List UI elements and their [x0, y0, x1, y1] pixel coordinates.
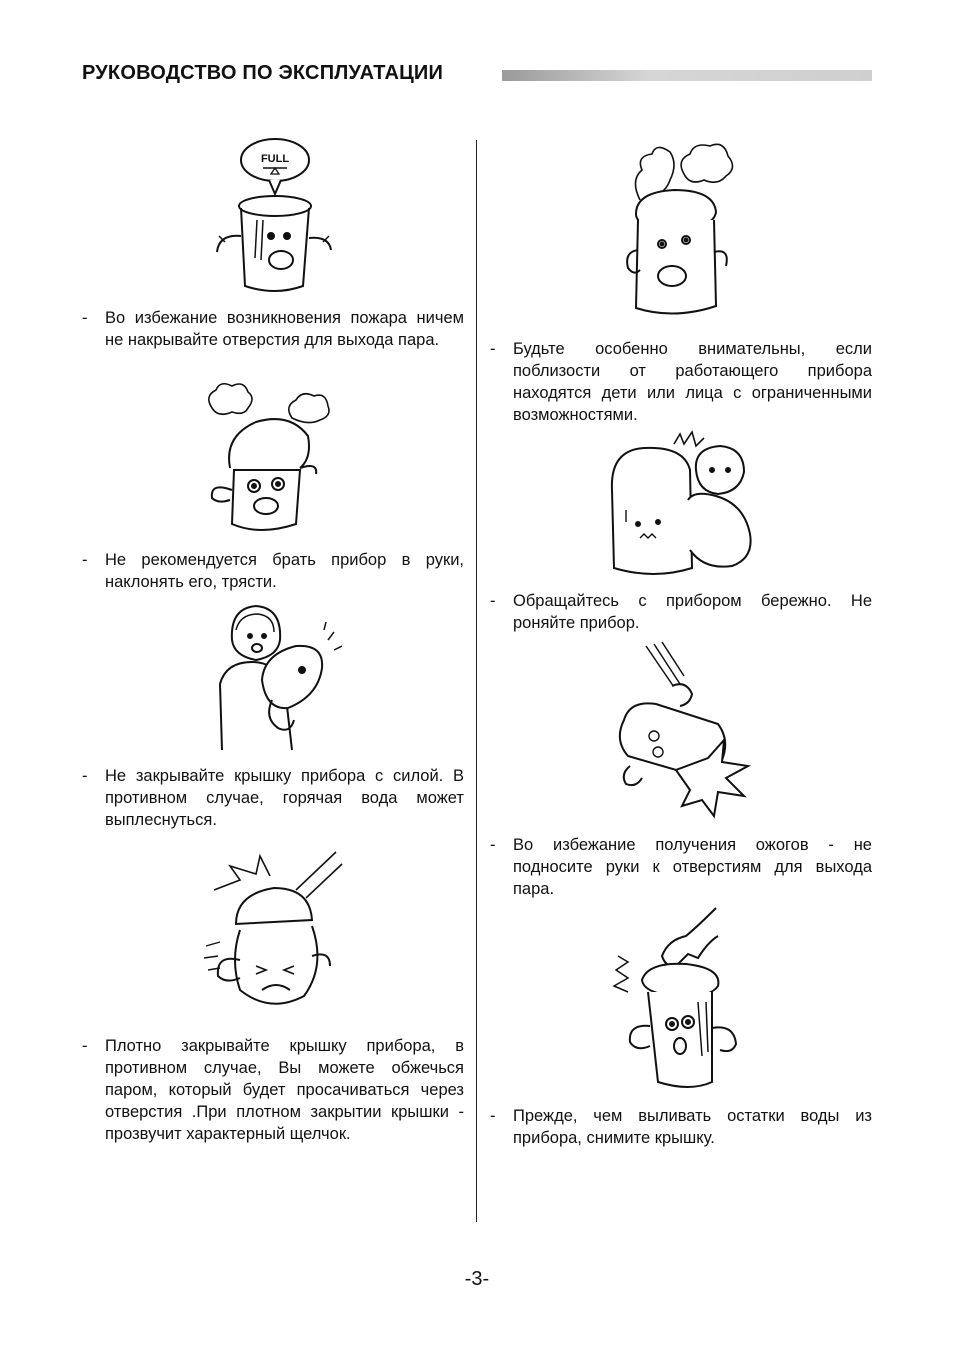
illustration-kettle-full	[205, 138, 335, 298]
illustration-lid-slam	[200, 850, 350, 1020]
list-dash: -	[490, 1107, 496, 1125]
column-divider	[476, 140, 477, 1222]
illustration-remove-lid	[608, 906, 748, 1091]
list-item-text: Не закрывайте крышку прибора с силой. В противном случае, горячая вода может выплеснуться.	[105, 767, 464, 829]
header-gradient-bar	[502, 70, 872, 81]
list-item-text: Обращайтесь с прибором бережно. Не роняйте прибор.	[513, 592, 872, 632]
page-number: -3-	[464, 1268, 490, 1290]
list-dash: -	[82, 1037, 88, 1055]
list-item-text: Во избежание получения ожогов - не подносите руки к отверстиям для выхода пара.	[513, 836, 872, 898]
list-dash: -	[490, 592, 496, 610]
list-dash: -	[82, 309, 88, 327]
list-dash: -	[82, 551, 88, 569]
illustration-person-carrying	[212, 600, 342, 750]
list-item-text: Плотно закрывайте крышку прибора, в противном случае, Вы можете обжечься паром, который будет просачиваться через отверстия .При плотном закрытии крышки - прозвучит характерный щелчок.	[105, 1037, 464, 1143]
full-label: FULL	[260, 153, 290, 165]
page-title: РУКОВОДСТВО ПО ЭКСПЛУАТАЦИИ	[82, 62, 447, 85]
list-dash: -	[490, 340, 496, 358]
list-item-text: Во избежание возникновения пожара ничем не накрывайте отверстия для выхода пара.	[105, 309, 464, 349]
illustration-child-kettle	[604, 430, 764, 580]
list-dash: -	[82, 767, 88, 785]
page-header	[82, 62, 872, 88]
list-item-text: Будьте особенно внимательны, если поблизости от работающего прибора находятся дети или лица с ограниченными возможностями.	[513, 340, 872, 424]
illustration-kettle-steam	[618, 140, 748, 320]
illustration-kettle-tilted	[200, 378, 350, 538]
list-item-text: Прежде, чем выливать остатки воды из прибора, снимите крышку.	[513, 1107, 872, 1147]
list-dash: -	[490, 836, 496, 854]
list-item-text: Не рекомендуется брать прибор в руки, наклонять его, трясти.	[105, 551, 464, 591]
illustration-dropped-kettle	[606, 640, 756, 820]
